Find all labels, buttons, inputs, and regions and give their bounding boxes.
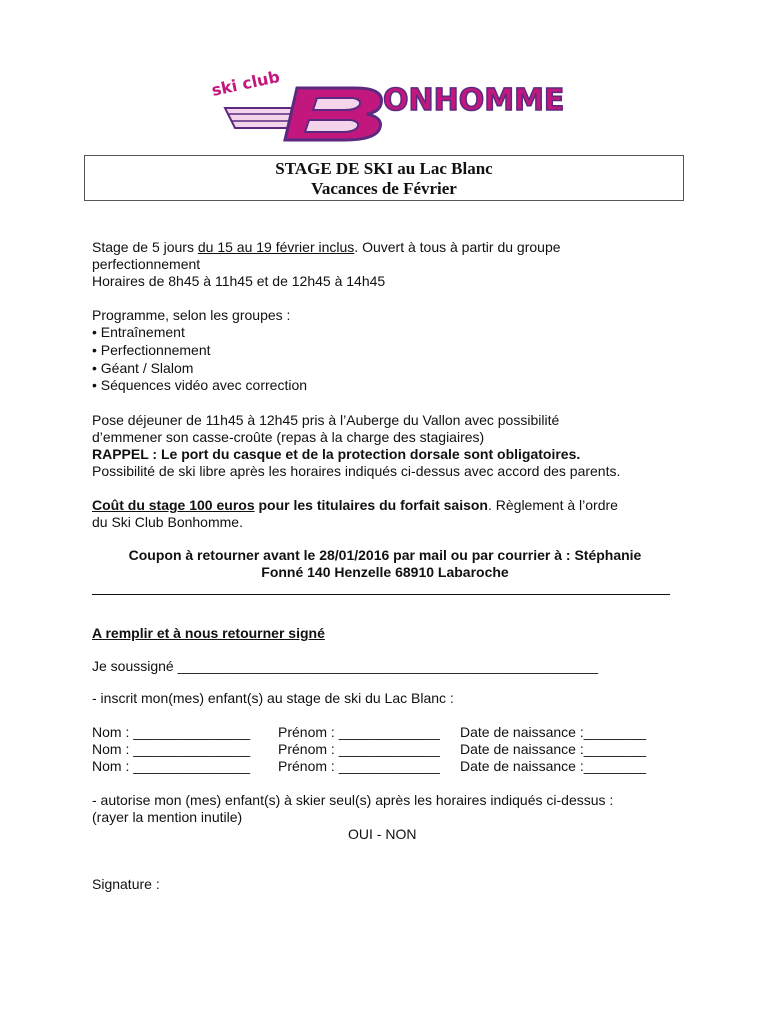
svg-text:ski club: ski club bbox=[209, 68, 282, 100]
soussigne-field[interactable]: Je soussigné ______________________________________________________ bbox=[92, 658, 599, 674]
hours-line: Horaires de 8h45 à 11h45 et de 12h45 à 14h45 bbox=[92, 273, 386, 289]
intro-line-1 bbox=[92, 239, 561, 256]
prenom-field[interactable]: Prénom : _____________ bbox=[278, 724, 440, 740]
child-row bbox=[92, 758, 646, 775]
nom-field[interactable]: Nom : _______________ bbox=[92, 758, 251, 774]
cost-payment: . Règlement à l’ordre bbox=[487, 497, 618, 513]
intro-text-b: . Ouvert à tous à partir du groupe bbox=[354, 239, 561, 255]
coupon-line-1: Coupon à retourner avant le 28/01/2016 par mail ou par courrier à : Stéphanie bbox=[128, 547, 642, 563]
free-ski-line: Possibilité de ski libre après les horaires indiqués ci-dessus avec accord des parents. bbox=[92, 463, 621, 479]
intro-text-a: Stage de 5 jours bbox=[92, 239, 198, 255]
birthdate-field[interactable]: Date de naissance :________ bbox=[460, 741, 647, 757]
ski-club-logo bbox=[205, 68, 565, 143]
intro-dates: du 15 au 19 février inclus bbox=[197, 239, 355, 255]
separator-line bbox=[92, 594, 670, 595]
autorise-line: - autorise mon (mes) enfant(s) à skier seul(s) après les horaires indiqués ci-dessus : bbox=[92, 792, 614, 808]
birthdate-field[interactable]: Date de naissance :________ bbox=[460, 758, 647, 774]
prenom-field[interactable]: Prénom : _____________ bbox=[278, 741, 440, 757]
program-heading: Programme, selon les groupes : bbox=[92, 307, 291, 323]
cost-amount: 100 euros bbox=[185, 497, 255, 513]
coupon-line-2: Fonné 140 Henzelle 68910 Labaroche bbox=[261, 564, 509, 580]
cost-condition: pour les titulaires du forfait saison bbox=[254, 497, 488, 513]
logo-graphic bbox=[205, 68, 565, 143]
program-item: • Entraînement bbox=[92, 324, 185, 340]
program-item: • Séquences vidéo avec correction bbox=[92, 377, 308, 393]
child-row bbox=[92, 724, 646, 741]
intro-line-2: perfectionnement bbox=[92, 256, 201, 272]
program-item: • Géant / Slalom bbox=[92, 360, 194, 376]
rappel-line: RAPPEL : Le port du casque et de la protection dorsale sont obligatoires. bbox=[92, 446, 581, 462]
svg-text:ONHOMME: ONHOMME bbox=[383, 83, 565, 118]
rayer-line: (rayer la mention inutile) bbox=[92, 809, 243, 825]
nom-field[interactable]: Nom : _______________ bbox=[92, 741, 251, 757]
page-title: STAGE DE SKI au Lac Blanc bbox=[275, 159, 493, 178]
child-row bbox=[92, 741, 646, 758]
signature-label: Signature : bbox=[92, 876, 160, 892]
inscrit-line: - inscrit mon(mes) enfant(s) au stage de ski du Lac Blanc : bbox=[92, 690, 454, 706]
form-heading-text: A remplir et à nous retourner signé bbox=[92, 625, 325, 641]
cost-line-2: du Ski Club Bonhomme. bbox=[92, 514, 243, 530]
program-item: • Perfectionnement bbox=[92, 342, 211, 358]
oui-non-choice[interactable]: OUI - NON bbox=[348, 826, 417, 842]
cost-label: Coût du stage bbox=[92, 497, 186, 513]
lunch-line-1: Pose déjeuner de 11h45 à 12h45 pris à l’Auberge du Vallon avec possibilité bbox=[92, 412, 560, 428]
page-subtitle: Vacances de Février bbox=[311, 179, 457, 198]
birthdate-field[interactable]: Date de naissance :________ bbox=[460, 724, 647, 740]
lunch-line-2: d’emmener son casse-croûte (repas à la charge des stagiaires) bbox=[92, 429, 485, 445]
title-box bbox=[84, 155, 684, 201]
form-heading bbox=[92, 625, 325, 642]
cost-line-1 bbox=[92, 497, 618, 514]
nom-field[interactable]: Nom : _______________ bbox=[92, 724, 251, 740]
prenom-field[interactable]: Prénom : _____________ bbox=[278, 758, 440, 774]
